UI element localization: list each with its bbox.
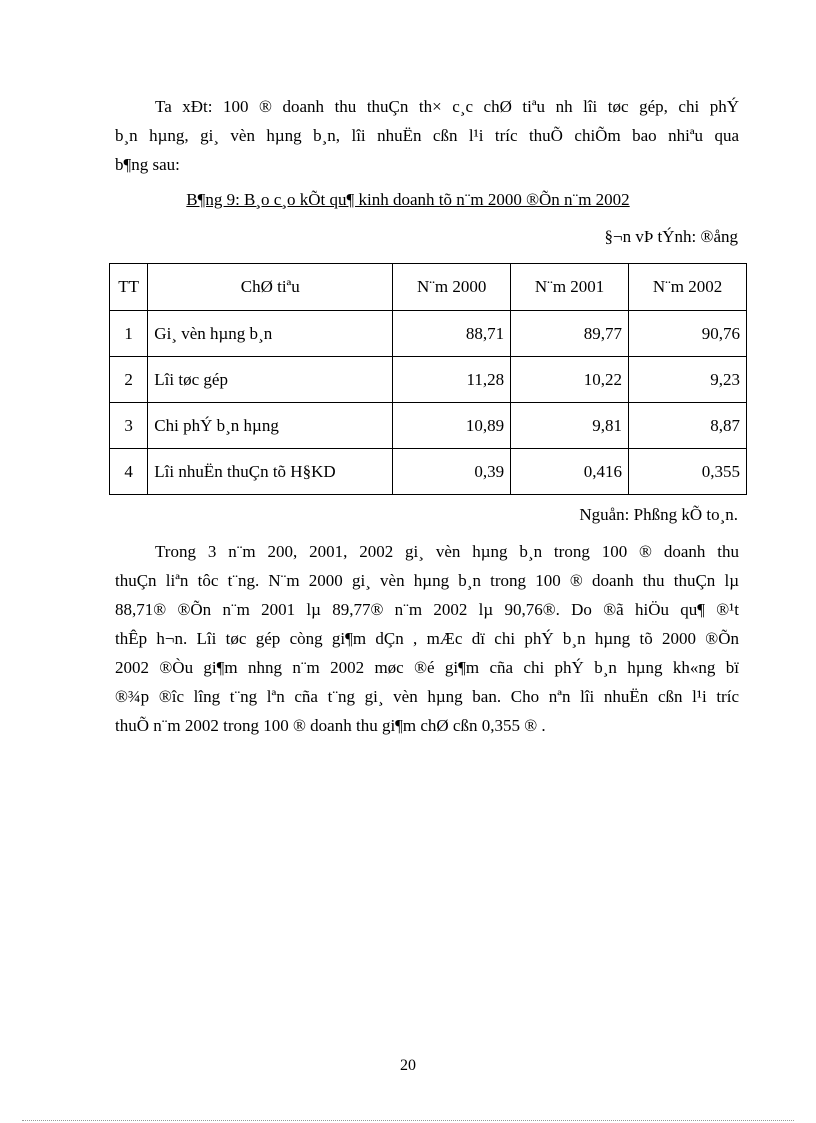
- row-indicator: Gi¸ vèn hµng b¸n: [148, 311, 393, 357]
- row-value-2001: 10,22: [511, 357, 629, 403]
- analysis-line: ®¾p ®îc lîng t¨ng lªn cña t¨ng gi¸ vèn hµng ban. Cho nªn lîi nhuËn cßn l¹i tríc: [115, 687, 739, 706]
- row-value-2001: 89,77: [511, 311, 629, 357]
- analysis-line: 2002 ®Òu gi¶m nhng n¨m 2002 møc ®é gi¶m cña chi phÝ b¸n hµng kh«ng bï: [115, 658, 739, 677]
- row-value-2000: 0,39: [393, 449, 511, 495]
- analysis-line: thuÕ n¨m 2002 trong 100 ® doanh thu gi¶m chØ cßn 0,355 ® .: [115, 716, 546, 735]
- row-tt: 4: [110, 449, 148, 495]
- table-row: [110, 357, 747, 403]
- row-indicator: Lîi tøc gép: [148, 357, 393, 403]
- analysis-line: Trong 3 n¨m 200, 2001, 2002 gi¸ vèn hµng b¸n trong 100 ® doanh thu: [155, 542, 739, 561]
- row-value-2002: 9,23: [629, 357, 747, 403]
- table-row: [110, 403, 747, 449]
- row-value-2002: 90,76: [629, 311, 747, 357]
- row-value-2001: 0,416: [511, 449, 629, 495]
- row-value-2000: 88,71: [393, 311, 511, 357]
- row-value-2002: 8,87: [629, 403, 747, 449]
- row-value-2000: 10,89: [393, 403, 511, 449]
- header-indicator: ChØ tiªu: [148, 264, 393, 311]
- analysis-paragraph: [115, 537, 739, 740]
- table-row: [110, 311, 747, 357]
- intro-line: Ta xÐt: 100 ® doanh thu thuÇn th× c¸c chØ tiªu nh lîi tøc gép, chi phÝ: [155, 97, 739, 116]
- report-table: [109, 263, 747, 495]
- row-indicator: Chi phÝ b¸n hµng: [148, 403, 393, 449]
- table-caption: B¶ng 9: B¸o c¸o kÕt qu¶ kinh doanh tõ n¨m 2000 ®Õn n¨m 2002: [186, 190, 630, 209]
- intro-line: b¶ng sau:: [115, 155, 180, 174]
- header-year-2001: N¨m 2001: [511, 264, 629, 311]
- analysis-line: thÊp h¬n. Lîi tøc gép còng gi¶m dÇn , mÆc dï chi phÝ b¸n hµng tõ 2000 ®Õn: [115, 629, 739, 648]
- source-note: Nguån: Phßng kÕ to¸n.: [579, 505, 738, 524]
- header-year-2000: N¨m 2000: [393, 264, 511, 311]
- analysis-line: thuÇn liªn tôc t¨ng. N¨m 2000 gi¸ vèn hµng b¸n trong 100 ® doanh thu thuÇn lµ: [115, 571, 739, 590]
- intro-paragraph: [115, 92, 739, 179]
- table-header-row: [110, 264, 747, 311]
- row-tt: 3: [110, 403, 148, 449]
- header-tt: TT: [110, 264, 148, 311]
- unit-note: §¬n vÞ tÝnh: ®ång: [604, 227, 738, 246]
- analysis-line: 88,71® ®Õn n¨m 2001 lµ 89,77® n¨m 2002 lµ 90,76®. Do ®ã hiÖu qu¶ ®¹t: [115, 600, 739, 619]
- row-tt: 1: [110, 311, 148, 357]
- row-value-2000: 11,28: [393, 357, 511, 403]
- table-row: [110, 449, 747, 495]
- row-value-2002: 0,355: [629, 449, 747, 495]
- intro-line: b¸n hµng, gi¸ vèn hµng b¸n, lîi nhuËn cßn l¹i tríc thuÕ chiÕm bao nhiªu qua: [115, 126, 739, 145]
- row-value-2001: 9,81: [511, 403, 629, 449]
- footer-divider: [22, 1120, 794, 1121]
- header-year-2002: N¨m 2002: [629, 264, 747, 311]
- page-number: 20: [400, 1057, 416, 1074]
- row-indicator: Lîi nhuËn thuÇn tõ H§KD: [148, 449, 393, 495]
- row-tt: 2: [110, 357, 148, 403]
